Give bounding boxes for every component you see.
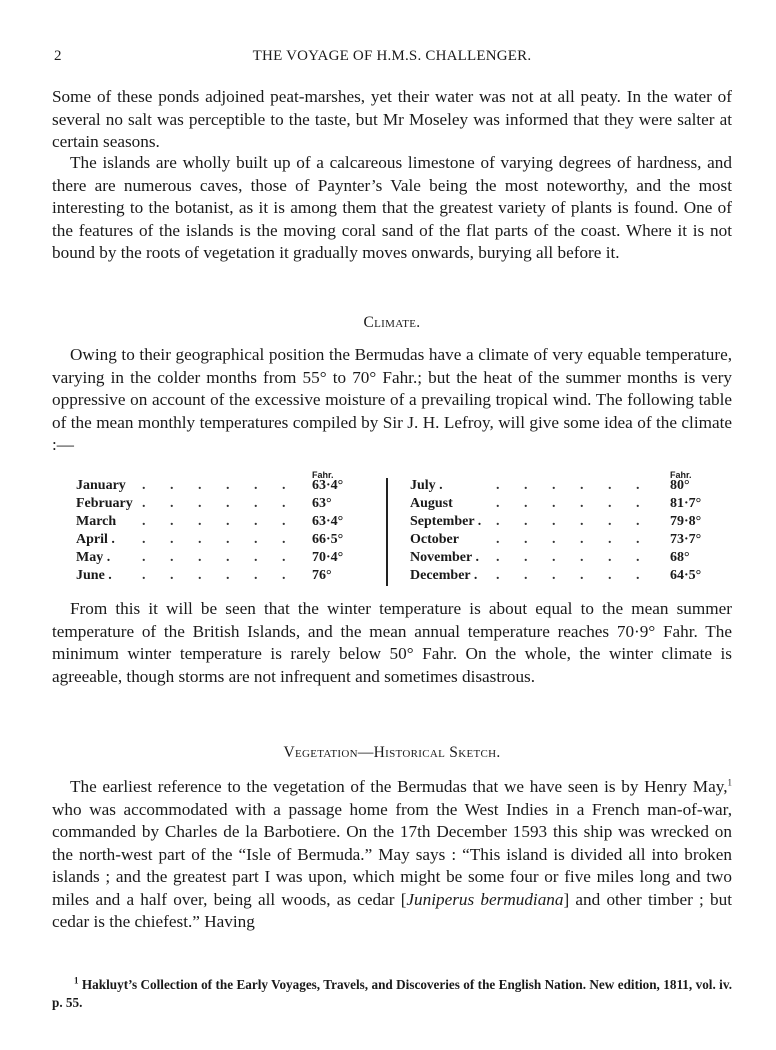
table-row <box>410 532 710 550</box>
section-heading-vegetation: Vegetation—Historical Sketch. <box>283 744 501 761</box>
month-label: January <box>76 478 126 493</box>
month-label: March <box>76 514 117 529</box>
temperature-value: 63° <box>312 496 332 511</box>
table-row <box>410 478 710 496</box>
temperature-value: 68° <box>670 550 690 565</box>
table-row <box>76 550 376 568</box>
table-row <box>76 478 376 496</box>
table-row <box>410 514 710 532</box>
footnote-marker: 1 <box>74 975 79 986</box>
paragraph-text: who was accommodated with a passage home from the West Indies in a French man-of-war, commanded by Charles de la Barbotiere. On the 17th December 1593 this ship was wrecked on the north-west part of the “Isle of Bermuda.” May says : “This island is divided all into broken islands ; and the greatest part I was upon, which might be some four or five miles long and two miles and a half over, being all woods, as cedar [ <box>52 799 732 909</box>
section-heading-climate: Climate. <box>363 314 421 331</box>
month-label: June . <box>76 568 112 583</box>
temperature-value: 80° <box>670 478 690 493</box>
paragraph-text: The earliest reference to the vegetation of the Bermudas that we have seen is by Henry May, <box>70 777 728 796</box>
leader-dots: . . . . . . <box>142 532 286 547</box>
footnote <box>52 976 732 1012</box>
month-label: May . <box>76 550 111 565</box>
table-row <box>410 568 710 586</box>
paragraph-vegetation <box>52 776 732 934</box>
running-title: THE VOYAGE OF H.M.S. CHALLENGER. <box>252 48 532 64</box>
footnote-reference[interactable]: 1 <box>727 777 732 788</box>
temperature-value: 66·5° <box>312 532 344 547</box>
column-divider <box>386 478 388 586</box>
leader-dots: . . . . . . <box>496 532 640 547</box>
paragraph-winter-temperature: From this it will be seen that the winter temperature is about equal to the mean summer temperature of the British Islands, and the mean annual temperature reaches 70·9° Fahr. The minimum winter temperature is rarely below 50° Fahr. On the whole, the winter climate is agreeable, though storms are not infrequent and sometimes disastrous. <box>52 599 732 686</box>
running-head <box>52 48 732 70</box>
leader-dots: . . . . . . <box>496 478 640 493</box>
unit-label: Fahr. <box>312 470 334 480</box>
temperature-value: 73·7° <box>670 532 702 547</box>
month-label: February <box>76 496 133 511</box>
month-label: September . <box>410 514 482 529</box>
month-label: August <box>410 496 453 511</box>
footnote-text: Hakluyt’s Collection of the Early Voyages, Travels, and Discoveries of the English Nation. New edition, 1811, vol. iv. p. 55. <box>52 977 732 1010</box>
paragraph-ponds: Some of these ponds adjoined peat-marshes, yet their water was not at all peaty. In the water of several no salt was perceptible to the taste, but Mr Moseley was informed that they were salter at certain seasons. <box>52 87 732 151</box>
leader-dots: . . . . . . <box>142 496 286 511</box>
month-label: July . <box>410 478 443 493</box>
table-row <box>76 568 376 586</box>
leader-dots: . . . . . . <box>142 478 286 493</box>
temperature-value: 79·8° <box>670 514 702 529</box>
temperature-value: 64·5° <box>670 568 702 583</box>
paragraph-text: ] and other timber ; but cedar is the chiefest.” Having <box>52 889 732 931</box>
paragraph-limestone: The islands are wholly built up of a calcareous limestone of varying degrees of hardness, and there are numerous caves, those of Paynter’s Vale being the most noteworthy, and the most interesting to the botanist, as it is among them that the greatest variety of plants is found. One of the features of the islands is the moving coral sand of the flat parts of the coast. Where it is not bound by the roots of vegetation it gradually moves onwards, burying all before it. <box>52 153 732 262</box>
month-label: October <box>410 532 459 547</box>
month-label: December . <box>410 568 478 583</box>
temperature-table <box>76 470 716 590</box>
species-name: Juniperus bermudiana <box>406 889 564 909</box>
paragraph-climate: Owing to their geographical position the Bermudas have a climate of very equable temperature, varying in the colder months from 55° to 70° Fahr.; but the heat of the summer months is very oppressive on account of the excessive moisture of a prevailing tropical wind. The following table of the mean monthly temperatures compiled by Sir J. H. Lefroy, will give some idea of the climate :— <box>52 345 732 454</box>
table-row <box>410 496 710 514</box>
month-label: April . <box>76 532 115 547</box>
table-row <box>410 550 710 568</box>
temperature-value: 63·4° <box>312 514 344 529</box>
table-row <box>76 496 376 514</box>
leader-dots: . . . . . . <box>142 550 286 565</box>
temperature-value: 81·7° <box>670 496 702 511</box>
page-number: 2 <box>54 48 62 64</box>
table-row <box>76 514 376 532</box>
unit-label: Fahr. <box>670 470 692 480</box>
leader-dots: . . . . . . <box>496 568 640 583</box>
leader-dots: . . . . . . <box>142 568 286 583</box>
temperature-value: 76° <box>312 568 332 583</box>
leader-dots: . . . . . . <box>496 514 640 529</box>
table-row <box>76 532 376 550</box>
leader-dots: . . . . . . <box>142 514 286 529</box>
temperature-value: 63·4° <box>312 478 344 493</box>
temperature-value: 70·4° <box>312 550 344 565</box>
month-label: November . <box>410 550 479 565</box>
leader-dots: . . . . . . <box>496 550 640 565</box>
leader-dots: . . . . . . <box>496 496 640 511</box>
